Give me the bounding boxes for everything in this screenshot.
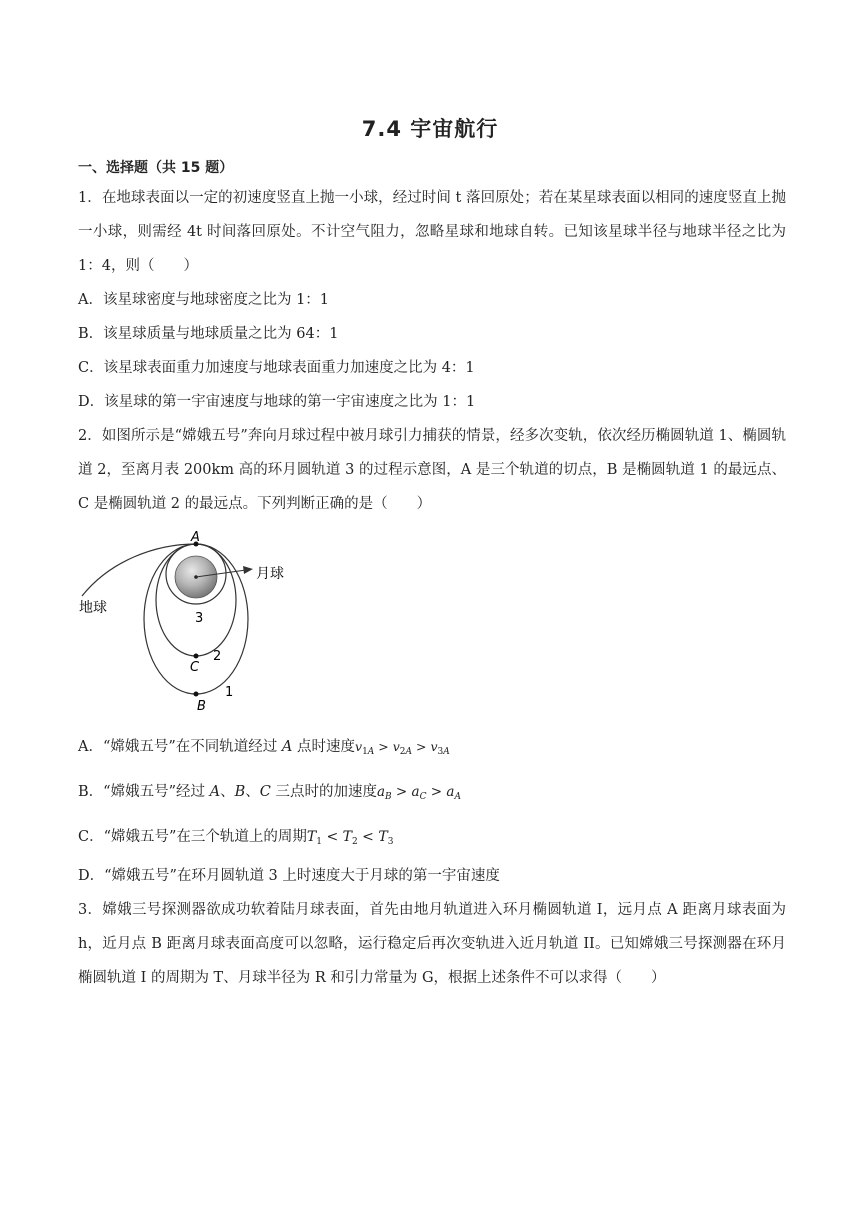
label-c: C	[190, 660, 200, 675]
question-1-option-b: B．该星球质量与地球质量之比为 64：1	[78, 326, 339, 342]
orbit-diagram	[70, 526, 310, 716]
label-moon: 月球	[256, 566, 284, 582]
section-heading: 一、选择题（共 15 题）	[78, 160, 234, 176]
question-2-option-d: D．“嫦娥五号”在环月圆轨道 3 上时速度大于月球的第一宇宙速度	[78, 868, 500, 884]
question-2-option-c: C．“嫦娥五号”在三个轨道上的周期$T_1 < T_2 < T_3$	[78, 829, 394, 847]
point-b	[194, 692, 199, 697]
point-c	[194, 654, 199, 659]
question-1-option-c: C．该星球表面重力加速度与地球表面重力加速度之比为 4：1	[78, 360, 475, 376]
label-b: B	[197, 699, 206, 714]
question-2-option-a: A．“嫦娥五号”在不同轨道经过 A 点时速度$v_{1A} > v_{2A} > v_{3A}$	[78, 739, 450, 757]
question-1-option-a: A．该星球密度与地球密度之比为 1：1	[78, 292, 330, 308]
label-orbit-1: 1	[225, 685, 234, 700]
label-orbit-3: 3	[195, 611, 204, 626]
page-title: 7.4 宇宙航行	[361, 117, 499, 141]
question-1-stem: 1．在地球表面以一定的初速度竖直上抛一小球，经过时间 t 落回原处；若在某星球表面以相同的速度竖直上抛一小球，则需经 4t 时间落回原处。不计空气阻力，忽略星球和地球自转。已知该星球半径与地球半径之比为 1：4，则（ ）	[78, 190, 786, 274]
question-2-option-b: B．“嫦娥五号”经过 A、B、C 三点时的加速度$a_B > a_C > a_A$	[78, 784, 461, 802]
label-a: A	[191, 530, 200, 545]
label-orbit-2: 2	[213, 649, 222, 664]
question-1-option-d: D．该星球的第一宇宙速度与地球的第一宇宙速度之比为 1：1	[78, 394, 476, 410]
question-3-stem: 3．嫦娥三号探测器欲成功软着陆月球表面，首先由地月轨道进入环月椭圆轨道 I，远月点 A 距离月球表面为 h，近月点 B 距离月球表面高度可以忽略，运行稳定后再次变轨进入近月轨道 II。已知嫦娥三号探测器在环月椭圆轨道 I 的周期为 T、月球半径为 R 和引力常量为 G，根据上述条件不可以求得（ ）	[78, 902, 786, 986]
question-2-stem: 2．如图所示是“嫦娥五号”奔向月球过程中被月球引力捕获的情景，经多次变轨，依次经历椭圆轨道 1、椭圆轨道 2，至离月表 200km 高的环月圆轨道 3 的过程示意图，A 是三个轨道的切点，B 是椭圆轨道 1 的最远点、C 是椭圆轨道 2 的最远点。下列判断正确的是（ ）	[78, 428, 786, 512]
label-earth: 地球	[79, 600, 107, 616]
